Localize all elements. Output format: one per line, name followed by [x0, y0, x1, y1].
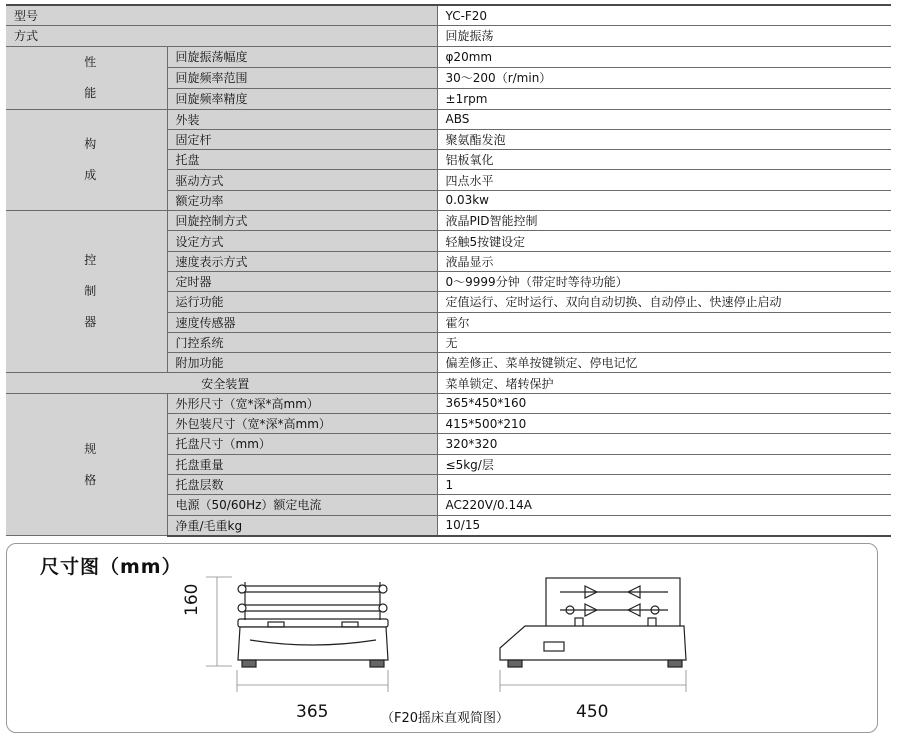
model-row-label: 型号	[6, 5, 437, 26]
group-char: 控	[84, 253, 97, 268]
spec-label: 驱动方式	[167, 170, 437, 190]
model-row-value: YC-F20	[437, 5, 891, 26]
group-char: 格	[84, 472, 97, 487]
spec-value: 偏差修正、菜单按键锁定、停电记忆	[437, 353, 891, 373]
spec-label: 额定功率	[167, 190, 437, 210]
spec-label: 外包装尺寸（宽*深*高mm）	[167, 414, 437, 434]
spec-label: 固定杆	[167, 129, 437, 149]
method-row-label: 方式	[6, 26, 437, 46]
height-dimension-label: 160	[182, 583, 202, 616]
spec-label: 速度传感器	[167, 312, 437, 332]
spec-label: 回旋控制方式	[167, 211, 437, 231]
spec-value: ≤5kg/层	[437, 454, 891, 474]
spec-value: 10/15	[437, 515, 891, 536]
spec-label: 设定方式	[167, 231, 437, 251]
spec-value: 0.03kw	[437, 190, 891, 210]
spec-label: 回旋振荡幅度	[167, 46, 437, 67]
group-char: 制	[84, 284, 97, 299]
side-view	[500, 578, 686, 692]
spec-value: 0～9999分钟（带定时等待功能）	[437, 271, 891, 291]
spec-label: 门控系统	[167, 332, 437, 352]
spec-label: 外装	[167, 109, 437, 129]
safety-label: 安全装置	[6, 373, 437, 393]
spec-value: 415*500*210	[437, 414, 891, 434]
spec-value: 铝板氧化	[437, 150, 891, 170]
group-char: 器	[84, 315, 97, 330]
depth-dimension-label: 450	[576, 702, 609, 722]
spec-label: 定时器	[167, 271, 437, 291]
group-char: 能	[84, 85, 97, 100]
group-char: 成	[84, 167, 97, 182]
spec-value: 无	[437, 332, 891, 352]
spec-value: 365*450*160	[437, 393, 891, 413]
dimension-title: 尺寸图（mm）	[40, 556, 182, 578]
spec-label: 回旋频率范围	[167, 67, 437, 88]
spec-value: ±1rpm	[437, 88, 891, 109]
spec-value: 30～200（r/min）	[437, 67, 891, 88]
spec-label: 运行功能	[167, 292, 437, 312]
spec-value: φ20mm	[437, 46, 891, 67]
spec-value: 液晶显示	[437, 251, 891, 271]
spec-label: 速度表示方式	[167, 251, 437, 271]
safety-value: 菜单锁定、堵转保护	[437, 373, 891, 393]
method-row-value: 回旋振荡	[437, 26, 891, 46]
spec-label: 托盘尺寸（mm）	[167, 434, 437, 454]
spec-label: 净重/毛重kg	[167, 515, 437, 536]
spec-label: 托盘	[167, 150, 437, 170]
spec-label: 托盘层数	[167, 474, 437, 494]
spec-label: 附加功能	[167, 353, 437, 373]
front-view	[206, 577, 388, 692]
width-dimension-label: 365	[296, 702, 329, 722]
spec-value: 霍尔	[437, 312, 891, 332]
spec-label: 外形尺寸（宽*深*高mm）	[167, 393, 437, 413]
spec-label: 回旋频率精度	[167, 88, 437, 109]
spec-label: 电源（50/60Hz）额定电流	[167, 495, 437, 515]
spec-value: ABS	[437, 109, 891, 129]
group-char: 构	[84, 136, 97, 151]
group-char: 性	[84, 54, 97, 69]
spec-value: 聚氨酯发泡	[437, 129, 891, 149]
drawing-caption: （F20摇床直观简图）	[381, 711, 510, 726]
spec-value: 定值运行、定时运行、双向自动切换、自动停止、快速停止启动	[437, 292, 891, 312]
spec-value: 轻触5按键设定	[437, 231, 891, 251]
spec-value: 320*320	[437, 434, 891, 454]
spec-value: AC220V/0.14A	[437, 495, 891, 515]
spec-value: 四点水平	[437, 170, 891, 190]
spec-label: 托盘重量	[167, 454, 437, 474]
spec-value: 液晶PID智能控制	[437, 211, 891, 231]
spec-value: 1	[437, 474, 891, 494]
group-char: 规	[84, 441, 97, 456]
